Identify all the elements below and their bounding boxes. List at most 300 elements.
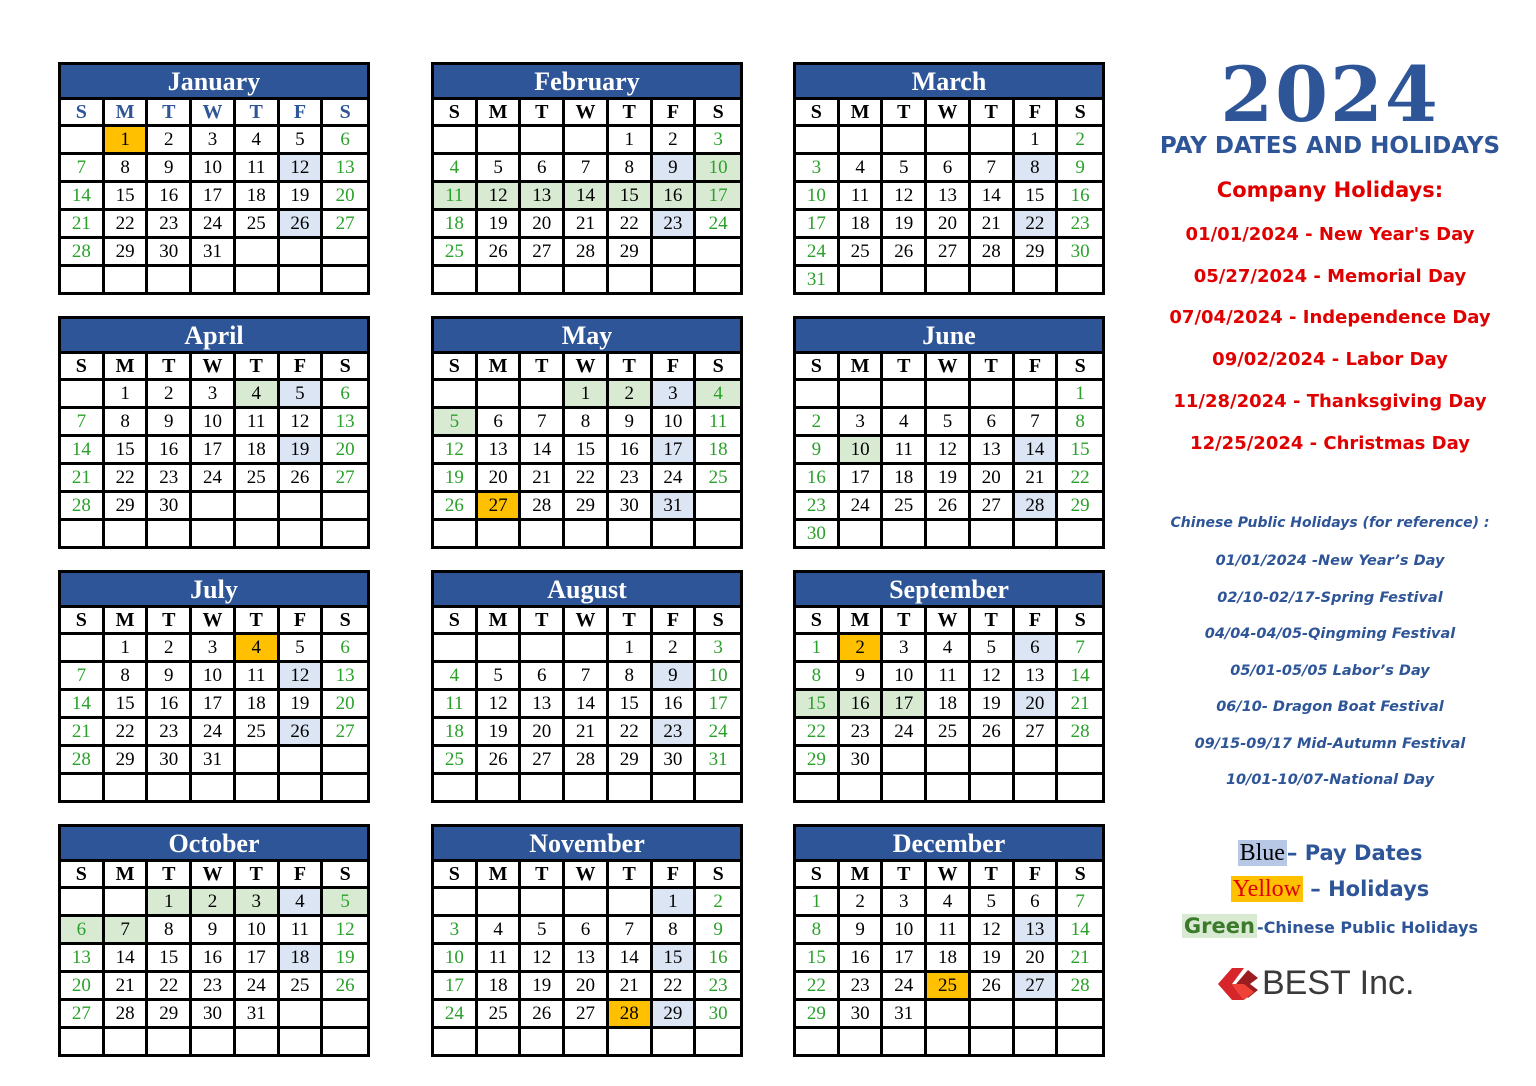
day-cell: 17	[796, 211, 840, 239]
day-cell: 19	[883, 211, 927, 239]
day-cell: 3	[796, 155, 840, 183]
day-cell: 4	[434, 155, 478, 183]
day-cell: 2	[840, 635, 884, 663]
day-cell: 17	[192, 437, 236, 465]
weekday-header: T	[236, 100, 280, 127]
empty-cell	[927, 127, 971, 155]
day-cell: 16	[653, 691, 697, 719]
weekday-header: S	[796, 100, 840, 127]
weekday-header: W	[192, 354, 236, 381]
day-cell: 25	[927, 973, 971, 1001]
day-cell: 4	[236, 381, 280, 409]
empty-cell	[927, 521, 971, 546]
day-cell: 10	[696, 663, 740, 691]
company-holiday-item: 12/25/2024 - Christmas Day	[1190, 433, 1470, 454]
empty-cell	[434, 775, 478, 800]
day-cell: 8	[105, 663, 149, 691]
day-cell: 5	[883, 155, 927, 183]
day-cell: 27	[971, 493, 1015, 521]
day-cell: 13	[478, 437, 522, 465]
day-cell: 25	[236, 465, 280, 493]
empty-cell	[840, 1029, 884, 1054]
day-cell: 5	[927, 409, 971, 437]
day-cell: 21	[61, 465, 105, 493]
day-cell: 29	[1058, 493, 1102, 521]
empty-cell	[840, 381, 884, 409]
day-cell: 23	[192, 973, 236, 1001]
day-cell: 21	[565, 719, 609, 747]
day-cell: 6	[521, 155, 565, 183]
empty-cell	[61, 381, 105, 409]
day-cell: 11	[236, 409, 280, 437]
day-cell: 22	[796, 719, 840, 747]
day-cell: 18	[236, 691, 280, 719]
day-cell: 16	[696, 945, 740, 973]
day-cell: 8	[1058, 409, 1102, 437]
empty-cell	[927, 1029, 971, 1054]
empty-cell	[61, 267, 105, 292]
day-cell: 19	[434, 465, 478, 493]
weekday-header: S	[1058, 100, 1102, 127]
weekday-header: F	[653, 608, 697, 635]
company-holiday-item: 11/28/2024 - Thanksgiving Day	[1173, 391, 1487, 412]
weekday-header: T	[148, 862, 192, 889]
day-cell: 10	[883, 917, 927, 945]
day-cell: 3	[696, 635, 740, 663]
empty-cell	[61, 127, 105, 155]
day-cell: 31	[192, 747, 236, 775]
empty-cell	[971, 775, 1015, 800]
empty-cell	[796, 775, 840, 800]
day-cell: 7	[971, 155, 1015, 183]
day-cell: 11	[927, 663, 971, 691]
day-cell: 13	[323, 155, 367, 183]
day-cell: 28	[1015, 493, 1059, 521]
empty-cell	[971, 747, 1015, 775]
day-cell: 23	[1058, 211, 1102, 239]
empty-cell	[1015, 267, 1059, 292]
day-cell: 22	[653, 973, 697, 1001]
day-cell: 26	[434, 493, 478, 521]
empty-cell	[478, 127, 522, 155]
day-cell: 16	[796, 465, 840, 493]
weekday-header: S	[323, 862, 367, 889]
day-cell: 23	[609, 465, 653, 493]
day-cell: 17	[696, 183, 740, 211]
chinese-holiday-item: 10/01-10/07-National Day	[1225, 772, 1435, 788]
day-cell: 27	[323, 465, 367, 493]
day-cell: 22	[148, 973, 192, 1001]
day-cell: 8	[796, 917, 840, 945]
day-cell: 1	[609, 127, 653, 155]
empty-cell	[61, 775, 105, 800]
day-cell: 7	[61, 663, 105, 691]
empty-cell	[323, 521, 367, 546]
day-cell: 30	[148, 493, 192, 521]
empty-cell	[883, 747, 927, 775]
empty-cell	[280, 493, 324, 521]
day-cell: 15	[609, 691, 653, 719]
weekday-header: W	[565, 862, 609, 889]
weekday-header: T	[236, 862, 280, 889]
day-cell: 8	[796, 663, 840, 691]
day-cell: 18	[280, 945, 324, 973]
day-cell: 25	[478, 1001, 522, 1029]
empty-cell	[236, 747, 280, 775]
empty-cell	[1058, 1001, 1102, 1029]
day-cell: 23	[696, 973, 740, 1001]
chinese-holiday-item: 05/01-05/05 Labor’s Day	[1230, 663, 1430, 679]
company-holidays-title: Company Holidays:	[1216, 178, 1444, 202]
day-cell: 31	[653, 493, 697, 521]
day-cell: 25	[236, 719, 280, 747]
day-cell: 23	[840, 719, 884, 747]
empty-cell	[927, 381, 971, 409]
day-cell: 4	[927, 889, 971, 917]
day-cell: 25	[236, 211, 280, 239]
company-holiday-item: 05/27/2024 - Memorial Day	[1193, 266, 1467, 287]
empty-cell	[1058, 747, 1102, 775]
weekday-header: T	[609, 354, 653, 381]
day-cell: 30	[148, 239, 192, 267]
day-cell: 18	[696, 437, 740, 465]
day-cell: 26	[971, 973, 1015, 1001]
day-cell: 27	[478, 493, 522, 521]
chinese-holiday-item: 02/10-02/17-Spring Festival	[1217, 590, 1443, 606]
empty-cell	[61, 521, 105, 546]
day-cell: 19	[280, 691, 324, 719]
day-cell: 6	[61, 917, 105, 945]
day-cell: 15	[105, 183, 149, 211]
empty-cell	[323, 747, 367, 775]
empty-cell	[1015, 381, 1059, 409]
day-cell: 20	[565, 973, 609, 1001]
day-cell: 19	[521, 973, 565, 1001]
empty-cell	[192, 493, 236, 521]
empty-cell	[565, 889, 609, 917]
legend-yellow-label: – Holidays	[1302, 877, 1430, 901]
day-cell: 24	[796, 239, 840, 267]
day-cell: 18	[434, 211, 478, 239]
day-cell: 4	[883, 409, 927, 437]
day-cell: 18	[236, 437, 280, 465]
legend-blue-label: – Pay Dates	[1286, 841, 1423, 865]
day-cell: 21	[565, 211, 609, 239]
empty-cell	[192, 1029, 236, 1054]
day-cell: 1	[105, 127, 149, 155]
day-cell: 13	[1015, 917, 1059, 945]
day-cell: 9	[192, 917, 236, 945]
day-cell: 7	[521, 409, 565, 437]
empty-cell	[478, 521, 522, 546]
day-cell: 14	[61, 183, 105, 211]
day-cell: 28	[971, 239, 1015, 267]
weekday-header: S	[696, 100, 740, 127]
day-cell: 21	[1015, 465, 1059, 493]
day-cell: 1	[1058, 381, 1102, 409]
day-cell: 22	[609, 211, 653, 239]
weekday-header: T	[609, 100, 653, 127]
weekday-header: T	[521, 608, 565, 635]
empty-cell	[434, 635, 478, 663]
day-cell: 20	[323, 437, 367, 465]
day-cell: 25	[883, 493, 927, 521]
legend-blue-swatch: Blue	[1239, 840, 1285, 866]
weekday-header: F	[653, 862, 697, 889]
empty-cell	[280, 267, 324, 292]
weekday-header: W	[927, 862, 971, 889]
day-cell: 1	[796, 635, 840, 663]
day-cell: 28	[609, 1001, 653, 1029]
empty-cell	[236, 775, 280, 800]
day-cell: 26	[971, 719, 1015, 747]
month-calendar-august	[431, 570, 743, 803]
day-cell: 7	[1058, 889, 1102, 917]
empty-cell	[148, 267, 192, 292]
day-cell: 27	[521, 239, 565, 267]
day-cell: 12	[280, 663, 324, 691]
day-cell: 12	[434, 437, 478, 465]
empty-cell	[280, 1001, 324, 1029]
day-cell: 20	[323, 691, 367, 719]
empty-cell	[280, 775, 324, 800]
day-cell: 24	[696, 211, 740, 239]
day-cell: 11	[927, 917, 971, 945]
empty-cell	[696, 239, 740, 267]
weekday-header: S	[323, 608, 367, 635]
chinese-holiday-item: 09/15-09/17 Mid-Autumn Festival	[1194, 736, 1466, 752]
empty-cell	[796, 1029, 840, 1054]
day-cell: 1	[105, 381, 149, 409]
day-cell: 2	[696, 889, 740, 917]
weekday-header: W	[927, 100, 971, 127]
day-cell: 19	[971, 691, 1015, 719]
weekday-header: F	[1015, 608, 1059, 635]
empty-cell	[696, 775, 740, 800]
day-cell: 4	[236, 635, 280, 663]
empty-cell	[883, 267, 927, 292]
day-cell: 5	[971, 635, 1015, 663]
day-cell: 30	[1058, 239, 1102, 267]
empty-cell	[883, 775, 927, 800]
empty-cell	[280, 747, 324, 775]
day-cell: 28	[1058, 719, 1102, 747]
month-calendar-february	[431, 62, 743, 295]
empty-cell	[236, 521, 280, 546]
day-cell: 7	[565, 155, 609, 183]
day-cell: 9	[653, 155, 697, 183]
weekday-header: S	[434, 100, 478, 127]
weekday-header: S	[696, 608, 740, 635]
day-cell: 15	[1015, 183, 1059, 211]
empty-cell	[971, 521, 1015, 546]
day-cell: 15	[609, 183, 653, 211]
empty-cell	[105, 775, 149, 800]
day-cell: 28	[61, 239, 105, 267]
day-cell: 15	[105, 437, 149, 465]
day-cell: 26	[927, 493, 971, 521]
empty-cell	[323, 775, 367, 800]
day-cell: 22	[609, 719, 653, 747]
page-subtitle: PAY DATES AND HOLIDAYS	[1159, 133, 1501, 159]
day-cell: 29	[653, 1001, 697, 1029]
empty-cell	[1058, 1029, 1102, 1054]
day-cell: 24	[192, 211, 236, 239]
day-cell: 20	[478, 465, 522, 493]
day-cell: 29	[609, 239, 653, 267]
day-cell: 31	[696, 747, 740, 775]
weekday-header: S	[1058, 862, 1102, 889]
empty-cell	[236, 493, 280, 521]
day-cell: 2	[148, 635, 192, 663]
day-cell: 2	[148, 381, 192, 409]
empty-cell	[236, 1029, 280, 1054]
day-cell: 2	[192, 889, 236, 917]
day-cell: 19	[478, 719, 522, 747]
empty-cell	[696, 1029, 740, 1054]
empty-cell	[434, 267, 478, 292]
day-cell: 18	[840, 211, 884, 239]
day-cell: 15	[565, 437, 609, 465]
empty-cell	[971, 381, 1015, 409]
day-cell: 16	[148, 183, 192, 211]
day-cell: 30	[192, 1001, 236, 1029]
empty-cell	[61, 635, 105, 663]
day-cell: 24	[696, 719, 740, 747]
day-cell: 15	[148, 945, 192, 973]
day-cell: 12	[927, 437, 971, 465]
day-cell: 3	[883, 635, 927, 663]
day-cell: 14	[609, 945, 653, 973]
empty-cell	[653, 775, 697, 800]
empty-cell	[478, 775, 522, 800]
month-title: July	[61, 573, 367, 608]
day-cell: 2	[653, 635, 697, 663]
empty-cell	[105, 1029, 149, 1054]
day-cell: 29	[1015, 239, 1059, 267]
day-cell: 29	[565, 493, 609, 521]
empty-cell	[971, 1029, 1015, 1054]
day-cell: 10	[434, 945, 478, 973]
empty-cell	[927, 1001, 971, 1029]
day-cell: 10	[236, 917, 280, 945]
month-calendar-october	[58, 824, 370, 1057]
weekday-header: M	[478, 100, 522, 127]
empty-cell	[927, 747, 971, 775]
empty-cell	[1015, 1029, 1059, 1054]
day-cell: 25	[927, 719, 971, 747]
day-cell: 24	[192, 465, 236, 493]
day-cell: 17	[192, 691, 236, 719]
day-cell: 5	[521, 917, 565, 945]
day-cell: 6	[565, 917, 609, 945]
empty-cell	[565, 267, 609, 292]
day-cell: 22	[1058, 465, 1102, 493]
day-cell: 30	[148, 747, 192, 775]
empty-cell	[323, 1001, 367, 1029]
empty-cell	[148, 521, 192, 546]
day-cell: 26	[280, 719, 324, 747]
day-cell: 5	[434, 409, 478, 437]
empty-cell	[521, 267, 565, 292]
weekday-header: F	[280, 608, 324, 635]
empty-cell	[323, 239, 367, 267]
day-cell: 11	[280, 917, 324, 945]
day-cell: 16	[192, 945, 236, 973]
weekday-header: T	[883, 100, 927, 127]
day-cell: 9	[796, 437, 840, 465]
day-cell: 1	[609, 635, 653, 663]
day-cell: 28	[565, 239, 609, 267]
company-holiday-item: 09/02/2024 - Labor Day	[1212, 349, 1448, 370]
day-cell: 8	[105, 409, 149, 437]
empty-cell	[148, 775, 192, 800]
empty-cell	[1058, 521, 1102, 546]
day-cell: 15	[796, 945, 840, 973]
empty-cell	[653, 267, 697, 292]
empty-cell	[478, 381, 522, 409]
empty-cell	[696, 521, 740, 546]
day-cell: 11	[434, 183, 478, 211]
legend-yellow-swatch: Yellow	[1232, 876, 1301, 902]
day-cell: 14	[1058, 917, 1102, 945]
empty-cell	[478, 635, 522, 663]
day-cell: 27	[323, 211, 367, 239]
weekday-header: S	[434, 608, 478, 635]
month-title: September	[796, 573, 1102, 608]
day-cell: 9	[653, 663, 697, 691]
weekday-header: S	[323, 354, 367, 381]
day-cell: 22	[105, 465, 149, 493]
weekday-header: T	[236, 354, 280, 381]
day-cell: 26	[478, 747, 522, 775]
day-cell: 6	[927, 155, 971, 183]
day-cell: 13	[521, 183, 565, 211]
empty-cell	[1015, 775, 1059, 800]
day-cell: 3	[653, 381, 697, 409]
empty-cell	[840, 775, 884, 800]
day-cell: 24	[192, 719, 236, 747]
day-cell: 21	[521, 465, 565, 493]
chinese-holiday-item: 01/01/2024 -New Year’s Day	[1215, 553, 1445, 569]
weekday-header: T	[971, 100, 1015, 127]
day-cell: 7	[565, 663, 609, 691]
weekday-header: F	[1015, 100, 1059, 127]
day-cell: 24	[653, 465, 697, 493]
day-cell: 16	[653, 183, 697, 211]
day-cell: 9	[840, 663, 884, 691]
day-cell: 6	[323, 635, 367, 663]
day-cell: 17	[883, 691, 927, 719]
weekday-header: T	[148, 354, 192, 381]
day-cell: 13	[323, 409, 367, 437]
empty-cell	[323, 267, 367, 292]
empty-cell	[971, 127, 1015, 155]
day-cell: 5	[280, 381, 324, 409]
day-cell: 10	[696, 155, 740, 183]
day-cell: 30	[840, 747, 884, 775]
empty-cell	[883, 127, 927, 155]
day-cell: 15	[1058, 437, 1102, 465]
day-cell: 24	[236, 973, 280, 1001]
day-cell: 18	[883, 465, 927, 493]
weekday-header: M	[840, 608, 884, 635]
weekday-header: F	[280, 862, 324, 889]
empty-cell	[696, 493, 740, 521]
day-cell: 24	[883, 719, 927, 747]
day-cell: 22	[105, 719, 149, 747]
day-cell: 14	[521, 437, 565, 465]
